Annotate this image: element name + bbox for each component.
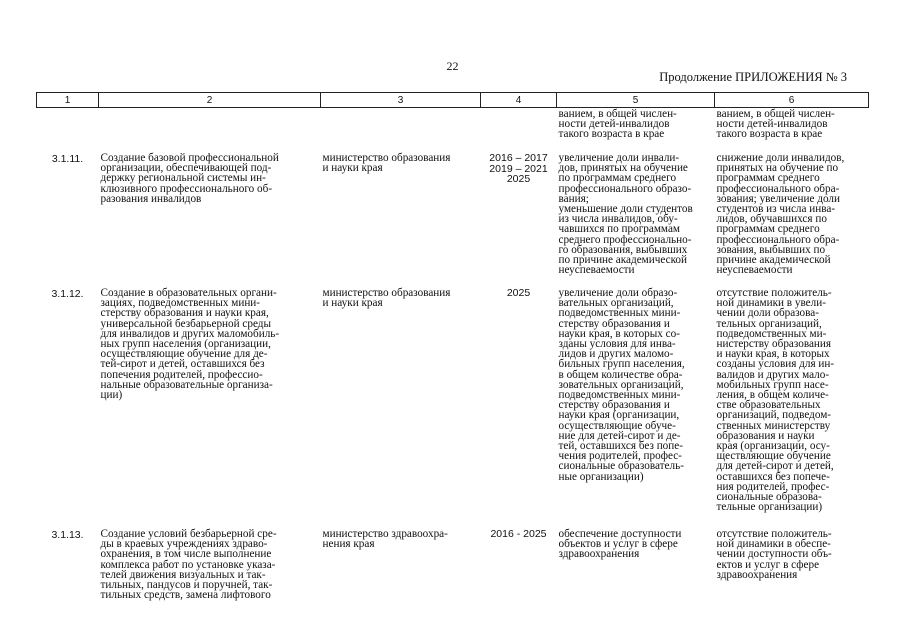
consequence: отсутствие положитель- ной динамики в обеспе- чении доступности объ- ектов и услуг в сфере здравоохранения [716,528,832,581]
table-row [37,153,869,288]
years: 2016 – 2017 2019 – 2021 2025 [489,152,548,185]
carryover-consequence-cell: ванием, в общей числен- ности детей-инвалидов такого возраста в крае [716,108,835,141]
measure-name: Создание в образовательных органи- зациях, подведомственных мини- стерству образования и науки края, универсальной безбарьерной среды для инвалидов и других маломобиль- ных групп населения (организации, осуществляющие обучение для де- тей-сирот и детей, оставшихся без попечения родителей, профессио- нальные образовательные организа- ции) [100,287,280,402]
header-col-1: 1 [37,93,99,108]
header-col-3: 3 [321,93,481,108]
header-col-4: 4 [481,93,557,108]
expected-result: обеспечение доступности объектов и услуг в сфере здравоохранения [558,528,682,561]
measure-name: Создание базовой профессиональной организации, обеспечивающей под- держку региональной системы ин- клюзивного профессионального об- разования инвалидов [100,152,279,205]
consequence: снижение доли инвалидов, принятых на обучение по программам среднего профессионального обра- зования; увеличение доли студентов из числа инва- лидов, обучавшихся по программам среднего профессионального обра- зования, выбывших по причине академической неуспеваемости [716,152,845,277]
header-row [37,93,869,108]
header-col-5: 5 [557,93,715,108]
header-col-2: 2 [99,93,321,108]
table-row [37,288,869,529]
header-col-6: 6 [715,93,869,108]
measure-name: Создание условий безбарьерной сре- ды в краевых учреждениях здраво- охранения, в том числе выполнение комплекса работ по установке указа- телей движения визуальных и так- тильных, пандусов и поручней, так- тильных средств, замена лифтового [100,528,277,602]
row-number: 3.1.13. [51,529,84,541]
years: 2025 [506,287,531,299]
row-number: 3.1.12. [51,288,84,300]
table-row [37,529,869,620]
appendix-continuation-label: Продолжение ПРИЛОЖЕНИЯ № 3 [659,70,847,84]
row-number: 3.1.11. [51,153,84,165]
table-row-carryover [37,108,869,154]
measures-table [36,92,869,620]
executor: министерство образования и науки края [322,152,451,175]
page-number: 22 [446,59,459,73]
expected-result: увеличение доли образо- вательных организаций, подведомственных мини- стерству образования и науки края, в которых со- зданы условия для инва- лидов и других маломо- бильных групп населения, в общем количестве обра- зовательных организаций, подведомственных мини- стерству образования и науки края (организации, осуществляющие обуче- ние для детей-сирот и де- тей, оставшихся без попе- чения родителей, профес- сиональные образователь- ные организации) [558,287,685,483]
expected-result: увеличение доли инвали- дов, принятых на обучение по программам среднего профессионального образо- вания; уменьшение доли студентов из числа инвалидов, обу- чавшихся по программам среднего профессионально- го образования, выбывших по причине академической неуспеваемости [558,152,693,277]
executor: министерство здравоохра- нения края [322,528,448,551]
carryover-result-cell: ванием, в общей числен- ности детей-инвалидов такого возраста в крае [558,108,677,141]
years: 2016 - 2025 [490,528,547,540]
executor: министерство образования и науки края [322,287,451,310]
consequence: отсутствие положитель- ной динамики в увели- чении доли образова- тельных организаций, подведомственных ми- нистерству образования и науки края, в которых созданы условия для ин- валидов и других мало- мобильных групп насе- ления, в общем количе- стве образовательных организаций, подведом- ственных министерству образования и науки края (организации, осу- ществляющие обучение для детей-сирот и детей, оставшихся без попече- ния родителей, профес- сиональные образова- тельные организации) [716,287,835,514]
